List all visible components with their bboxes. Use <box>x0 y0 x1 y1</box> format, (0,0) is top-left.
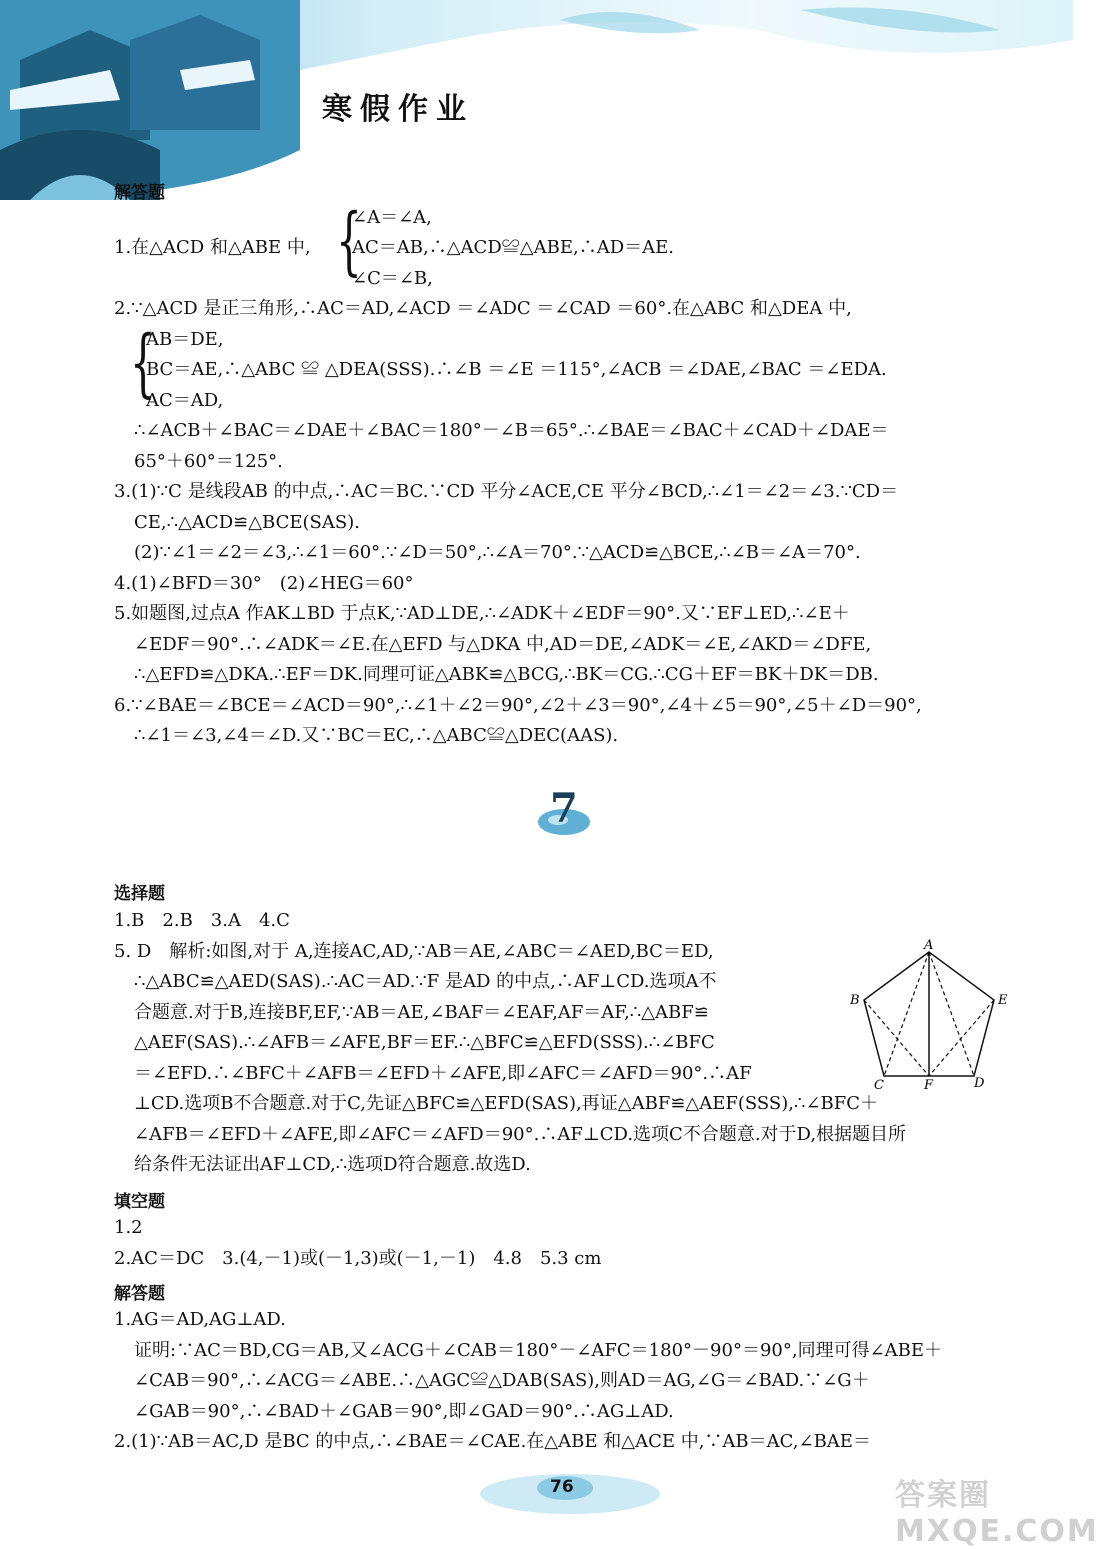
choice-q5-line2: ∴△ABC≌△AED(SAS).∴AC＝AD.∵F 是AD 的中点,∴AF⊥CD.选项A不 <box>134 971 717 992</box>
segment-ad <box>929 952 974 1076</box>
section-label-choice: 选择题 <box>114 884 165 904</box>
p3-line3: (2)∵∠1＝∠2＝∠3,∴∠1＝60°.∵∠D＝50°,∴∠A＝70°.∵△ACD≌△BCE,∴∠B＝∠A＝70°. <box>134 542 861 563</box>
solve2-line2: 证明:∵AC＝BD,CG＝AB,又∠ACG＋∠CAB＝180°－∠AFC＝180°－90°＝90°,同理可得∠ABE＋ <box>134 1340 943 1361</box>
p5-line3: ∴△EFD≌△DKA.∴EF＝DK.同理可证△ABK≌△BCG,∴BK＝CG.∴CG＋EF＝BK＋DK＝DB. <box>134 664 879 685</box>
p3-line2: CE,∴△ACD≌△BCE(SAS). <box>134 512 360 533</box>
section-label-solve-2: 解答题 <box>114 1284 165 1304</box>
solve2-line5: 2.(1)∵AB＝AC,D 是BC 的中点,∴∠BAE＝∠CAE.在△ABE 和△ACE 中,∵AB＝AC,∠BAE＝ <box>114 1431 871 1452</box>
choice-q5-line8: 给条件无法证出AF⊥CD,∴选项D符合题意.故选D. <box>134 1154 531 1175</box>
segment-ac <box>884 952 929 1076</box>
label-f: F <box>924 1078 934 1093</box>
p1-prefix: 1.在△ACD 和△ABE 中, <box>114 237 311 258</box>
p2-case2: BC＝AE,∴△ABC ≌ △DEA(SSS).∴∠B ＝∠E ＝115°,∠ACB ＝∠DAE,∠BAC ＝∠EDA. <box>146 359 887 380</box>
p5-line2: ∠EDF＝90°.∴∠ADK＝∠E.在△EFD 与△DKA 中,AD＝DE,∠ADK＝∠E,∠AKD＝∠DFE, <box>134 634 872 655</box>
p1-brace: { <box>336 198 362 284</box>
label-b: B <box>850 993 860 1008</box>
p2-line2: ∴∠ACB＋∠BAC＝∠DAE＋∠BAC＝180°－∠B＝65°.∴∠BAE＝∠BAC＋∠CAD＋∠DAE＝ <box>134 420 889 441</box>
p6-line2: ∴∠1＝∠3,∠4＝∠D.又∵BC＝EC,∴△ABC≌△DEC(AAS). <box>134 725 619 746</box>
p2-case3: AC＝AD, <box>146 390 224 411</box>
p2-brace: { <box>130 320 156 406</box>
label-c: C <box>874 1078 884 1093</box>
choice-answers: 1.B 2.B 3.A 4.C <box>114 910 290 931</box>
choice-q5-line7: ∠AFB＝∠EFD＋∠AFE,即∠AFC＝∠AFD＝90°.∴AF⊥CD.选项C不合题意.对于D,根据题目所 <box>134 1124 907 1145</box>
p4: 4.(1)∠BFD＝30° (2)∠HEG＝60° <box>114 573 414 594</box>
fill-line1: 1.2 <box>114 1217 143 1238</box>
p5-line1: 5.如题图,过点A 作AK⊥BD 于点K,∵AD⊥DE,∴∠ADK＋∠EDF＝90°.又∵EF⊥ED,∴∠E＋ <box>114 603 850 624</box>
fill-line2: 2.AC＝DC 3.(4,－1)或(－1,3)或(－1,－1) 4.8 5.3 cm <box>114 1248 602 1269</box>
section-label-solve: 解答题 <box>114 183 165 203</box>
p2-line3: 65°＋60°＝125°. <box>134 451 283 472</box>
section-label-fill: 填空题 <box>114 1192 165 1212</box>
page-number: 76 <box>550 1477 574 1497</box>
p6-line1: 6.∵∠BAE＝∠BCE＝∠ACD＝90°,∴∠1＋∠2＝90°,∠2＋∠3＝90°,∠4＋∠5＝90°,∠5＋∠D＝90°, <box>114 695 922 716</box>
unit-number: 7 <box>550 785 578 832</box>
solve2-line4: ∠GAB＝90°,∴∠BAD＋∠GAB＝90°,即∠GAD＝90°.∴AG⊥AD. <box>134 1401 674 1422</box>
choice-q5-line4: △AEF(SAS).∴∠AFB＝∠AFE,BF＝EF.∴△BFC≌△EFD(SSS).∴∠BFC <box>134 1032 715 1053</box>
label-d: D <box>974 1076 985 1091</box>
solve2-line1: 1.AG＝AD,AG⊥AD. <box>114 1309 286 1330</box>
header-artwork <box>0 0 1073 200</box>
p1-case1: ∠A＝∠A, <box>352 207 432 228</box>
choice-q5-line5: ＝∠EFD.∴∠BFC＋∠AFB＝∠EFD＋∠AFE,即∠AFC＝∠AFD＝90°.∴AF <box>134 1063 752 1084</box>
choice-q5-line1: 5. D 解析:如图,对于 A,连接AC,AD,∵AB＝AE,∠ABC＝∠AED,BC＝ED, <box>114 941 714 962</box>
header-title: 寒假作业 <box>322 92 474 127</box>
p1-case3: ∠C＝∠B, <box>352 268 433 289</box>
solve2-line3: ∠CAB＝90°,∴∠ACG＝∠ABE.∴△AGC≌△DAB(SAS),则AD＝AG,∠G＝∠BAD.∵∠G＋ <box>134 1370 870 1391</box>
pentagon-figure <box>848 938 1018 1093</box>
unit-number-badge <box>528 782 598 842</box>
p3-line1: 3.(1)∵C 是线段AB 的中点,∴AC＝BC.∵CD 平分∠ACE,CE 平分∠BCD,∴∠1＝∠2＝∠3.∵CD＝ <box>114 481 899 502</box>
label-e: E <box>998 993 1008 1008</box>
watermark: 答案圈 MXQE.COM <box>895 1478 1099 1549</box>
p2-case1: AB＝DE, <box>146 329 224 350</box>
p2-line1: 2.∵△ACD 是正三角形,∴AC＝AD,∠ACD ＝∠ADC ＝∠CAD ＝60°.在△ABC 和△DEA 中, <box>114 298 852 319</box>
choice-q5-line6: ⊥CD.选项B不合题意.对于C,先证△BFC≌△EFD(SAS),再证△ABF≌△AEF(SSS),∴∠BFC＋ <box>134 1093 879 1114</box>
choice-q5-line3: 合题意.对于B,连接BF,EF,∵AB＝AE,∠BAF＝∠EAF,AF＝AF,∴△ABF≌ <box>134 1002 709 1023</box>
p1-case2: AC＝AB,∴△ACD≌△ABE,∴AD＝AE. <box>352 237 674 258</box>
label-a: A <box>924 938 934 953</box>
